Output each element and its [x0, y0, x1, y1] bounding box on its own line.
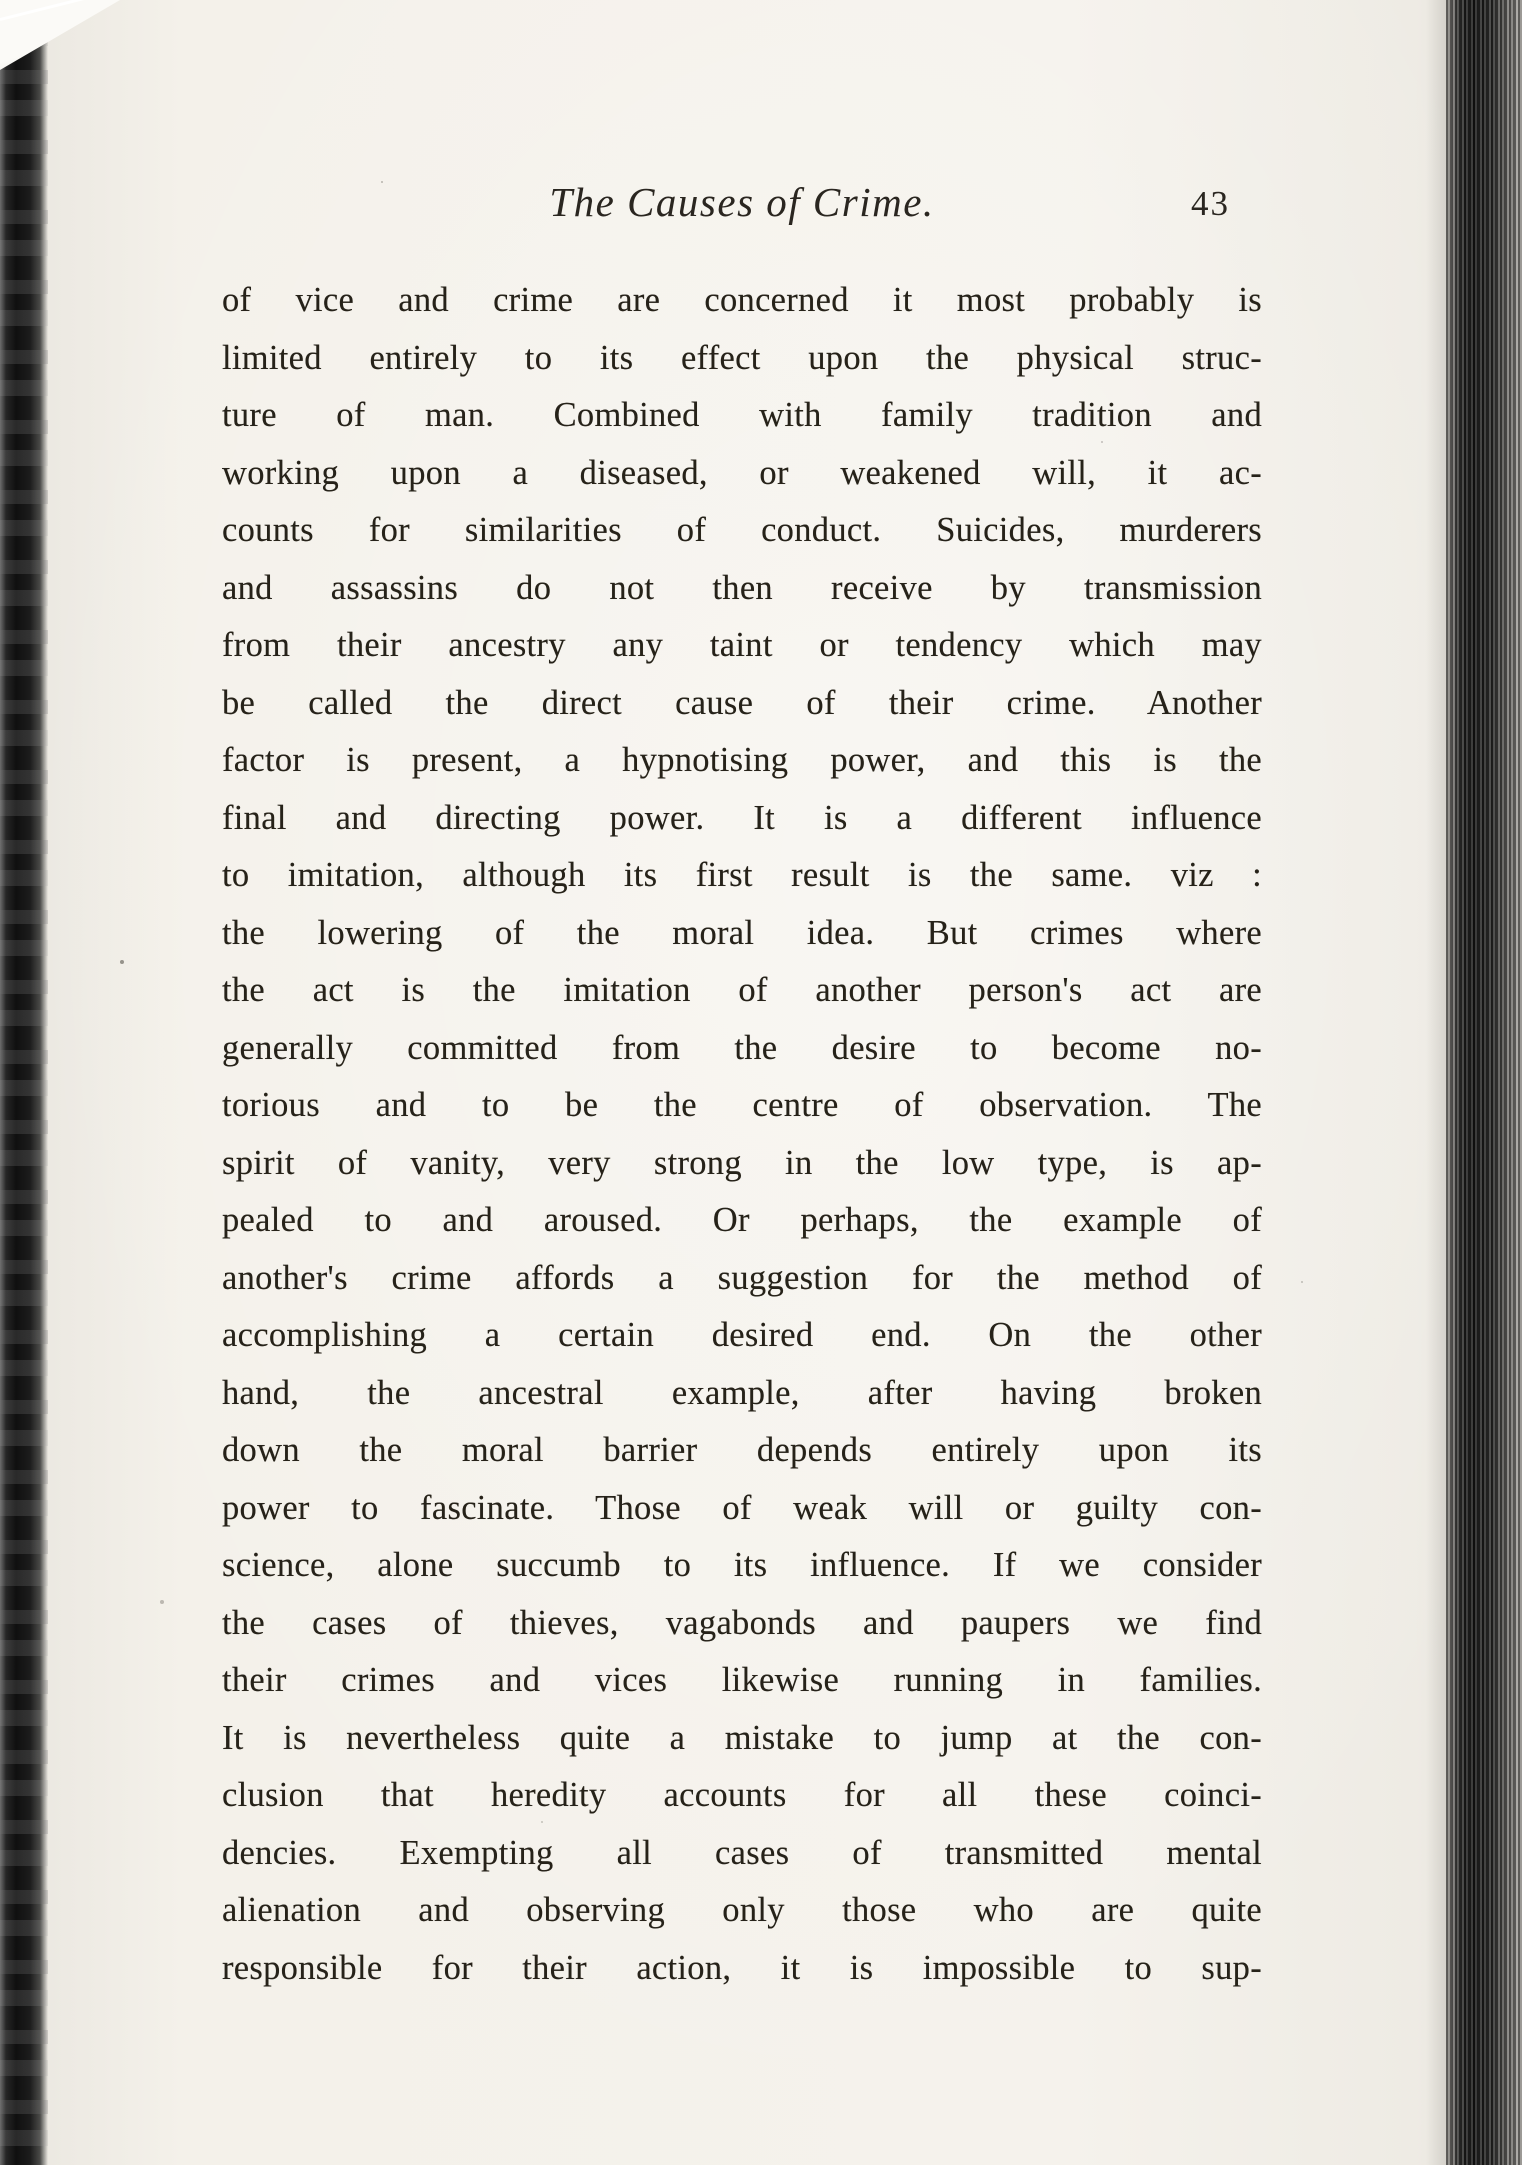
- text-line: another's crime affords a suggestion for the method of: [222, 1258, 1262, 1297]
- text-line: limited entirely to its effect upon the physical struc-: [222, 338, 1262, 377]
- body-text: [222, 272, 1262, 1997]
- text-line: dencies. Exempting all cases of transmitted mental: [222, 1833, 1262, 1872]
- running-title: The Causes of Crime.: [549, 179, 935, 225]
- page-corner-curl: [0, 0, 120, 70]
- text-line: the act is the imitation of another person's act are: [222, 971, 1262, 1009]
- text-line: the cases of thieves, vagabonds and paupers we find: [222, 1603, 1262, 1642]
- text-line: torious and to be the centre of observation. The: [222, 1086, 1262, 1124]
- text-line: their crimes and vices likewise running in families.: [222, 1661, 1262, 1699]
- text-line: and assassins do not then receive by transmission: [222, 568, 1262, 607]
- text-line: power to fascinate. Those of weak will or guilty con-: [222, 1488, 1262, 1527]
- text-line: counts for similarities of conduct. Suicides, murderers: [222, 511, 1262, 549]
- text-line: the lowering of the moral idea. But crimes where: [222, 913, 1262, 952]
- page-number: 43: [1191, 184, 1230, 223]
- text-line: ture of man. Combined with family tradition and: [222, 396, 1262, 434]
- text-line: alienation and observing only those who are quite: [222, 1891, 1262, 1929]
- text-line: clusion that heredity accounts for all these coinci-: [222, 1776, 1262, 1814]
- text-line: final and directing power. It is a different influence: [222, 798, 1262, 837]
- text-line: factor is present, a hypnotising power, and this is the: [222, 741, 1262, 779]
- text-line: be called the direct cause of their crime. Another: [222, 683, 1262, 722]
- scan-right-edge: [1446, 0, 1522, 2165]
- text-line: from their ancestry any taint or tendency which may: [222, 626, 1262, 664]
- text-line: of vice and crime are concerned it most probably is: [222, 281, 1262, 319]
- text-line: pealed to and aroused. Or perhaps, the example of: [222, 1201, 1262, 1239]
- book-binding-edge: [0, 0, 48, 2165]
- text-line: to imitation, although its first result is the same. viz :: [222, 856, 1262, 894]
- text-line: working upon a diseased, or weakened will, it ac-: [222, 453, 1262, 492]
- text-line: generally committed from the desire to become no-: [222, 1028, 1262, 1067]
- text-line: science, alone succumb to its influence. If we consider: [222, 1546, 1262, 1584]
- text-line: responsible for their action, it is impossible to sup-: [222, 1948, 1262, 1987]
- paper-speckles: [120, 960, 124, 964]
- text-line: spirit of vanity, very strong in the low type, is ap-: [222, 1143, 1262, 1182]
- text-line: accomplishing a certain desired end. On the other: [222, 1316, 1262, 1354]
- text-line: It is nevertheless quite a mistake to jump at the con-: [222, 1718, 1262, 1757]
- text-line: hand, the ancestral example, after having broken: [222, 1373, 1262, 1412]
- text-line: down the moral barrier depends entirely upon its: [222, 1431, 1262, 1469]
- page-header: [222, 178, 1262, 238]
